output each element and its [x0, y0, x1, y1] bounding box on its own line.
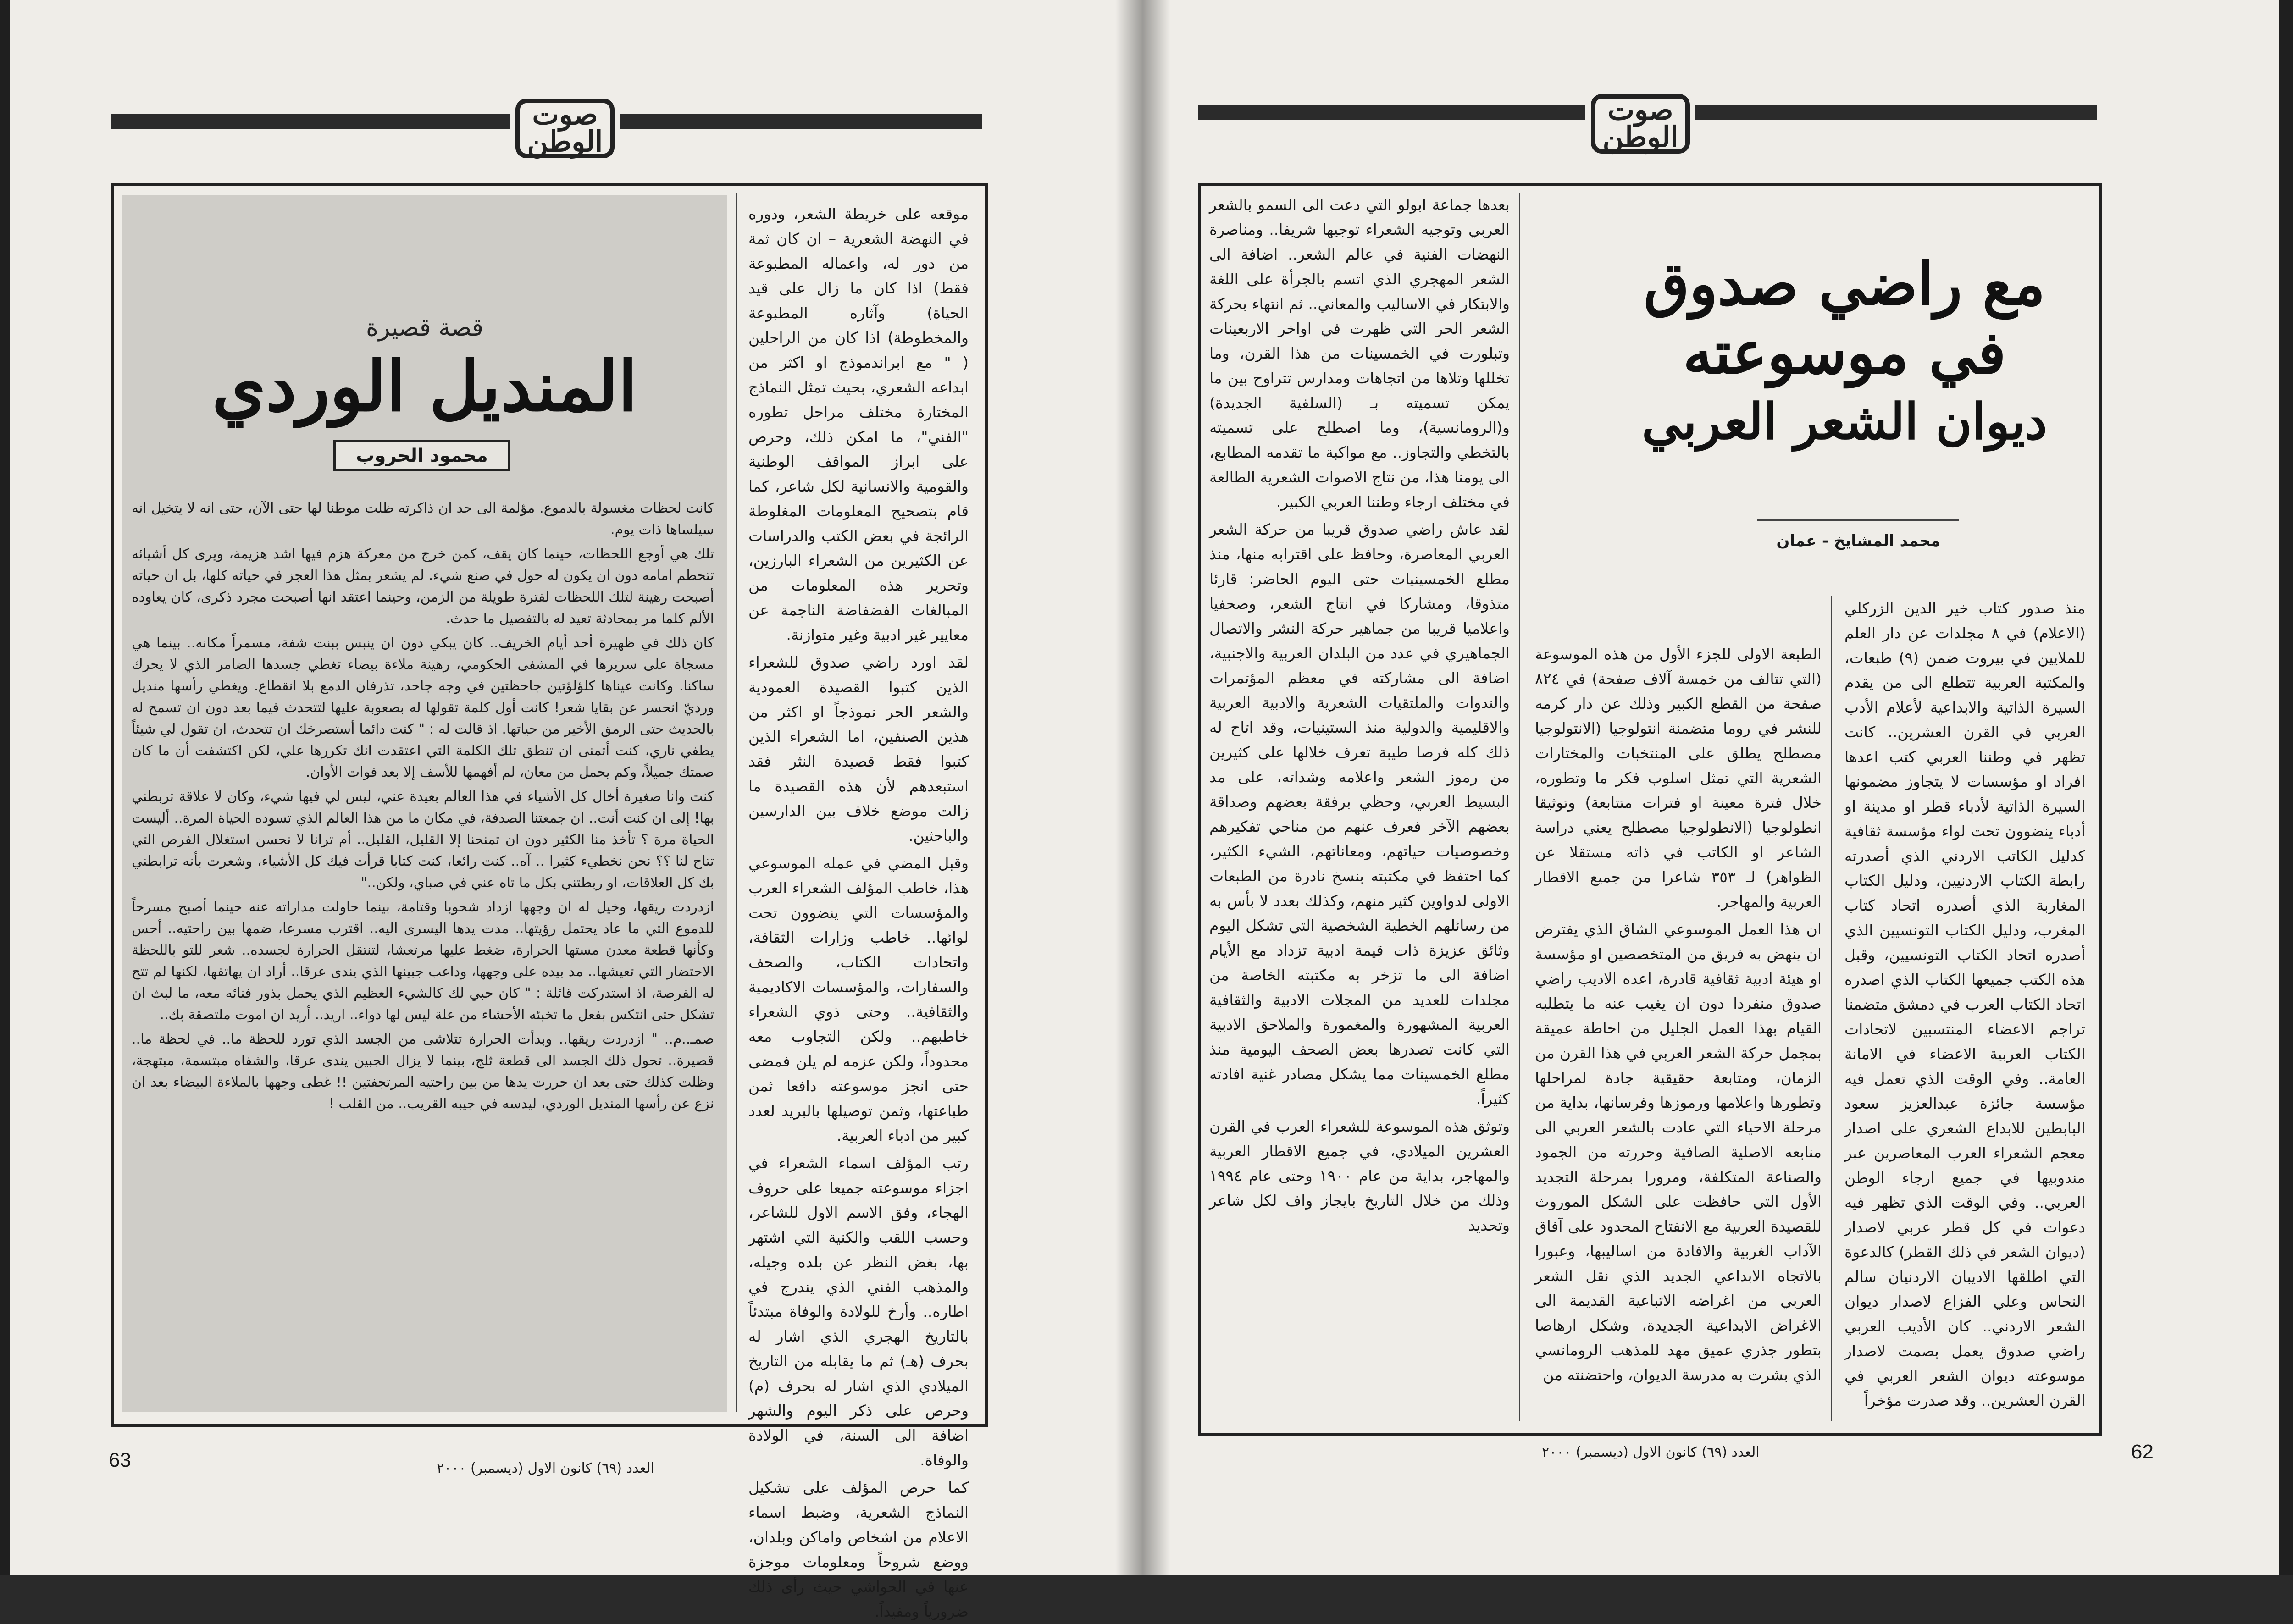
- paragraph: ان هذا العمل الموسوعي الشاق الذي يفترض ان ينهض به فريق من المتخصصين او مؤسسة او هيئة ادبية ثقافية قادرة، اعده الاديب راضي صدوق منفردا دون ان يغيب عنه ما يتطلبه القيام بهذا العمل الجليل من احاطة عميقة بمجمل حركة الشعر العربي في هذا القرن من الزمان، ومتابعة حقيقية جادة لمراحلها وتطورها واعلامها ورموزها وفرسانها، بداية من مرحلة الاحياء التي عادت بالشعر العربي الى منابعه الاصلية الصافية وحررته من الجمود والصناعة المتكلفة، ومرورا بمرحلة التجديد الأول التي حافظت على الشكل الموروث للقصيدة العربية مع الانفتاح المحدود على آفاق الآداب الغربية والافادة من اساليبها، وعبورا بالاتجاه الابداعي الجديد الذي نقل الشعر العربي من اغراضه الاتباعية القديمة الى الاغراض الابداعية الجديدة، وشكل ارهاصا بتطور جذري عميق مهد للمذهب الرومانسي الذي بشرت به مدرسة الديوان، واحتضنته من: [1535, 920, 1822, 1384]
- article-column-2: [1535, 642, 1822, 1421]
- paragraph: وقبل المضي في عمله الموسوعي هذا، خاطب المؤلف الشعراء العرب والمؤسسات التي ينضوون تحت لوائها.. خاطب وزارات الثقافة، واتحادات الكتاب، والصحف والسفارات، والمؤسسات الاكاديمية والثقافية.. وحتى ذوي الشعراء خاطبهم.. ولكن التجاوب معه محدوداً، ولكن عزمه لم يلن فمضى حتى انجز موسوعته دافعا ثمن طباعتها، وثمن توصيلها بالبريد لعدد كبير من ادباء العربية.: [748, 854, 969, 1144]
- magazine-logo: [1585, 89, 1695, 158]
- column-divider: [1831, 596, 1832, 1421]
- story-kicker: قصة قصيرة: [366, 314, 483, 342]
- magazine-logo: [510, 94, 620, 163]
- left-page: [0, 0, 1143, 1620]
- paragraph: صمـ..م.. " ازدردت ريقها.. وبدأت الحرارة تتلاشى من الجسد الذي تورد للحظة ما.. في لحظة ما.. قصيرة.. تحول ذلك الجسد الى قطعة ثلج، بينما لا يزال الجبين يندى عرقا، والشفاه مبتسمة، مبتهجة، وظلت كذلك حتى بعد ان حررت يدها من بين راحتيه المرتجفتين !! غطى وجهها بالملاءة البيضاء بعد ان نزع عن رأسها المنديل الوردي، ليدسه في جيبه القريب.. من القلب !: [132, 1031, 714, 1112]
- paragraph: كنت وانا صغيرة أخال كل الأشياء في هذا العالم بعيدة عني، ليس لي فيها شيء، وكان لا علاقة تربطني بها! إلى ان كنت أنت.. ان جمعتنا الصدفة، في مكان ما من هذا العالم الذي تسوده الحياة المرة.. أليست الحياة مرة ؟ تأخذ منا الكثير دون ان تمنحنا إلا القليل، القليل.. أم ترانا لا نحسن استغلال الفرص التي تتاح لنا ؟؟ نحن نخطيء كثيرا .. آه.. كنت رائعا، كنت كتابا قرأت فيك كل الأشياء، وشعرت بأنه ترابطني بك كل العلاقات، او ربطتني بكل ما تاه عني في صباي، ولكن..": [132, 789, 714, 891]
- right-page: [1143, 0, 2293, 1575]
- story-body: [132, 497, 714, 1401]
- article-byline: محمد المشايخ - عمان: [1776, 532, 1940, 550]
- paragraph: منذ صدور كتاب خير الدين الزركلي (الاعلام) في ٨ مجلدات عن دار العلم للملايين في بيروت ضمن (٩) طبعات، والمكتبة العربية تتطلع الى من يقدم السيرة الذاتية والابداعية لأعلام الأدب العربي في القرن العشرين.. كانت تظهر في وطننا العربي كتب اعدها افراد او مؤسسات لا يتجاوز مضمونها السيرة الذاتية لأدباء قطر او مدينة او أدباء ينضوون تحت لواء مؤسسة ثقافية كدليل الكاتب الاردني الذي أصدرته رابطة الكتاب الاردنيين، ودليل الكتاب المغاربة الذي أصدره اتحاد كتاب المغرب، ودليل الكتاب التونسيين الذي أصدره اتحاد الكتاب التونسيين، وقبل هذه الكتب جميعها الكتاب الذي اصدره اتحاد الكتاب العرب في دمشق متضمنا تراجم الاعضاء المنتسبين لاتحادات الكتاب العربية الاعضاء في الامانة العامة.. وفي الوقت الذي تعمل فيه مؤسسة جائزة عبدالعزيز سعود البابطين للابداع الشعري على اصدار معجم الشعراء العرب المعاصرين عبر مندوبيها في جميع ارجاء الوطن العربي.. وفي الوقت الذي تظهر فيه دعوات في كل قطر عربي لاصدار (ديوان الشعر في ذلك القطر) كالدعوة التي اطلقها الاديبان الاردنيان سالم النحاس وعلي الفزاع لاصدار ديوان الشعر الاردني.. كان الأديب العربي راضي صدوق يعمل بصمت لاصدار موسوعته ديوان الشعر العربي في القرن العشرين.. وقد صدرت مؤخراً: [1844, 599, 2086, 1409]
- article-continued-column: [748, 202, 969, 1620]
- logo-text: صوت الوطن: [1602, 93, 1678, 154]
- paragraph: كان ذلك في ظهيرة أحد أيام الخريف.. كان يبكي دون ان ينبس ببنت شفة، مسمراً مكانه.. بينما هي مسجاة على سريرها في المشفى الحكومي، رهينة ملاءة بيضاء تغطي جسدها الضامر الذي لا يحرك ساكنا. وكانت عيناها كلؤلؤتين جاحظتين في وجه جاحد، تذرفان الدمع بلا انقطاع. ويغطي رأسها منديل ورديّ انحسر عن بقايا شعر! كانت أول كلمة تقولها له بصعوبة عليها لتتحدث فيما بعد دون ان تسمح له بالحديث حتى الرمق الأخير من حياتها. اذ قالت له : " كنت دائما أستصرخك ان تتحدث، ان تقول لي شيئاً يطفي ناري، كنت أتمنى ان تنطق تلك الكلمة التي اعتقدت انك تكررها علي، لكن اكتشفت أن ما كان صمتك جميلاً، وكم يحمل من معان، لم أفهمها للأسف إلا بعد فوات الأوان.: [132, 635, 714, 780]
- paragraph: وتوثق هذه الموسوعة للشعراء العرب في القرن العشرين الميلادي، في جميع الاقطار العربية والمهاجر، بداية من عام ١٩٠٠ وحتى عام ١٩٩٤ وذلك من خلال التاريخ بايجاز واف لكل شاعر وتحديد: [1209, 1117, 1510, 1234]
- page-number: 63: [109, 1449, 131, 1471]
- article-headline: [1615, 250, 2074, 456]
- page-footer: العدد (٦٩) كانون الاول (ديسمبر) ٢٠٠٠: [437, 1460, 654, 1476]
- page-edge: [2279, 0, 2293, 1575]
- gutter-shadow: [1143, 0, 1170, 1575]
- column-divider: [1519, 193, 1520, 1421]
- article-column-1: [1844, 596, 2085, 1421]
- paragraph: بعدها جماعة ابولو التي دعت الى السمو بالشعر العربي وتوجيه الشعراء توجيها شريفا.. ومناصرة النهضات الفنية في عالم الشعر.. اضافة الى الشعر المهجري الذي اتسم بالجرأة على اللغة والابتكار في الاساليب والمعاني.. ثم انتهاء بحركة الشعر الحر التي ظهرت في اواخر الاربعينات وتبلورت في الخمسينات من هذا القرن، وما تخللها وتلاها من اتجاهات ومدارس تتراوح بين ما يمكن تسميته بـ (السلفية الجديدة) و(الرومانسية)، وما اصطلح على تسميته بالتخطي والتجاوز.. مع مواكبة ما تقدمه المطابع، الى يومنا هذا، من نتاج الاصوات الشعرية الطالعة في مختلف ارجاء وطننا العربي الكبير.: [1209, 196, 1510, 511]
- page-number: 62: [2131, 1441, 2154, 1463]
- headline-line-3: ديوان الشعر العربي: [1641, 393, 2048, 451]
- paragraph: كانت لحظات مغسولة بالدموع. مؤلمة الى حد ان ذاكرته ظلت موطنا لها حتى الآن، حتى انه لا يتخيل انه سيلساها ذات يوم.: [132, 500, 714, 538]
- page-edge: [0, 0, 10, 1575]
- story-title: المنديل الوردي: [212, 346, 637, 427]
- paragraph: ازدردت ريقها، وخيل له ان وجهها ازداد شحوبا وقتامة، بينما حاولت مداراته عنه حينما أصبح مسرحاً للدموع التي ما عاد يحتمل رؤيتها.. مدت يدها اليسرى اليه.. اقترب مسرعا، ضمها بين راحتيه.. أحس وكأنها قطعة معدن مستها الحرارة، ضغط عليها مرتعشا، لتنتقل الحرارة لجسده.. شعر للتو باللحظة الاحتضار التي تعيشها.. مد بيده على وجهها، وداعب جبينها الذي يندى عرقا.. أراد ان يهاتفها، لكنها لم تتح له الفرصة، اذ استدركت قائلة : " كان حبي لك كالشيء العظيم الذي يحمل بذور فنائه معه، ما لبث ان تشكل حتى انتكس بفعل ما تخبئه الأحشاء من علة ليس لها دواء.. اريد.. أريد ان اموت ملتصقة بك..: [132, 899, 714, 1023]
- byline-rule: [1757, 519, 1959, 521]
- article-column-3: [1209, 193, 1510, 1421]
- column-divider: [736, 193, 737, 1412]
- paragraph: كما حرص المؤلف على تشكيل النماذج الشعرية، وضبط اسماء الاعلام من اشخاص واماكن وبلدان، ووضع شروحاً ومعلومات موجزة عنها في الحواشي حيث رأى ذلك ضرورياً ومفيداً.: [748, 1479, 969, 1620]
- headline-line-2: في موسوعته: [1683, 319, 2006, 387]
- short-story-panel: [122, 195, 727, 1412]
- paragraph: الطبعة الاولى للجزء الأول من هذه الموسوعة (التي تتالف من خمسة آلاف صفحة) في ٨٢٤ صفحة من القطع الكبير وذلك عن دار كرمه للنشر في روما متضمنة انتولوجيا (الانتولوجيا مصطلح يطلق على المنتخبات والمختارات الشعرية التي تمثل اسلوب فكر ما وتطوره، خلال فترة معينة او فترات متتابعة) وتوثيقا انطولوجيا (الانطولوجيا مصطلح يعني دراسة الشاعر او الكاتب في ذاته مستقلا عن الظواهر) لـ ٣٥٣ شاعرا من جميع الاقطار العربية والمهاجر.: [1535, 645, 1822, 911]
- page-footer: العدد (٦٩) كانون الاول (ديسمبر) ٢٠٠٠: [1542, 1444, 1760, 1460]
- paragraph: تلك هي أوجع اللحظات، حينما كان يقف، كمن خرج من معركة هزم فيها اشد هزيمة، ويرى كل أشيائه تتحطم امامه دون ان يكون له حول في صنع شيء. لم يشعر بمثل هذا العجز في حياته كلها، بل ان حياته أصبحت رهينة لتلك اللحظات لفترة طويلة من الزمن، وحينما اعتقد انها أصبحت مجرد ذكرى، كان يعاوده الألم كلما مر بمحادثة تعيد له بالتفصيل ما حدث.: [132, 546, 714, 627]
- gutter-shadow: [1115, 0, 1143, 1575]
- paragraph: رتب المؤلف اسماء الشعراء في اجزاء موسوعته جميعا على حروف الهجاء، وفق الاسم الاول للشاعر، وحسب اللقب والكنية التي اشتهر بها، بغض النظر عن بلده وجيله، والمذهب الفني الذي يندرج في اطاره.. وأرخ للولادة والوفاة مبتدئاً بالتاريخ الهجري الذي اشار له بحرف (هـ) ثم ما يقابله من التاريخ الميلادي الذي اشار له بحرف (م) وحرص على ذكر اليوم والشهر اضافة الى السنة، في الولادة والوفاة.: [748, 1154, 969, 1469]
- paragraph: لقد عاش راضي صدوق قريبا من حركة الشعر العربي المعاصرة، وحافظ على اقترابه منها، منذ مطلع الخمسينيات حتى اليوم الحاضر: قارئا متذوقا، ومشاركا في انتاج الشعر، وصحفيا واعلاميا قريبا من جماهير حركة النشر والاتصال الجماهيري في عدد من البلدان العربية والاجنبية، اضافة الى مشاركته في معظم المؤتمرات والندوات والملتقيات الشعرية والادبية العربية والاقليمية والدولية منذ الستينيات، وقد اتاح له ذلك كله فرصا طيبة تعرف خلالها على كثيرين من رموز الشعر واعلامه وشداته، على مد البسيط العربي، وحظي برفقة بعضهم وصداقة بعضهم الآخر فعرف عنهم من مناحي تفكيرهم وخصوصيات حياتهم، ومعاناتهم، الشيء الكثير، كما احتفظ في مكتبته بنسخ نادرة من الطبعات الاولى لدواوين كثير منهم، وكذلك بعدد لا بأس به من رسائلهم الخطية الشخصية التي تشكل اليوم وثائق عزيزة ذات قيمة ادبية تزداد مع الأيام اضافة الى ما تزخر به مكتبته الخاصة من مجلدات للعديد من المجلات الادبية والثقافية العربية المشهورة والمغمورة والملاحق الادبية التي كانت تصدرها بعض الصحف اليومية منذ مطلع الخمسينات مما يشكل مصادر غنية افادته كثيراً.: [1209, 520, 1510, 1108]
- logo-text: صوت الوطن: [527, 98, 603, 158]
- paragraph: لقد اورد راضي صدوق للشعراء الذين كتبوا القصيدة العمودية والشعر الحر نموذجاً او اكثر من هذين الصنفين، اما الشعراء الذين كتبوا فقط قصيدة النثر فقد استبعدهم لأن هذه القصيدة ما زالت موضع خلاف بين الدارسين والباحثين.: [748, 653, 969, 845]
- story-author: محمود الحروب: [333, 440, 510, 471]
- paragraph: موقعه على خريطة الشعر، ودوره في النهضة الشعرية – ان كان ثمة من دور له، واعماله المطبوعة فقط) اذا كان ما زال على قيد الحياة) وآثاره المطبوعة والمخطوطة) اذا كان من الراحلين ( " مع ابراندموذج او اكثر من ابداعه الشعري، بحيث تمثل النماذج المختارة مختلف مراحل تطوره "الفني"، ما امكن ذلك، وحرص على ابراز المواقف الوطنية والقومية والانسانية لكل شاعر، كما قام بتصحيح المعلومات المغلوطة الرائجة في بعض الكتب والدراسات عن الكثيرين من الشعراء البارزين، وتحرير هذه المعلومات من المبالغات الفضفاضة الناجمة عن معايير غير ادبية وغير متوازنة.: [748, 205, 969, 644]
- headline-line-1: مع راضي صدوق: [1644, 250, 2045, 319]
